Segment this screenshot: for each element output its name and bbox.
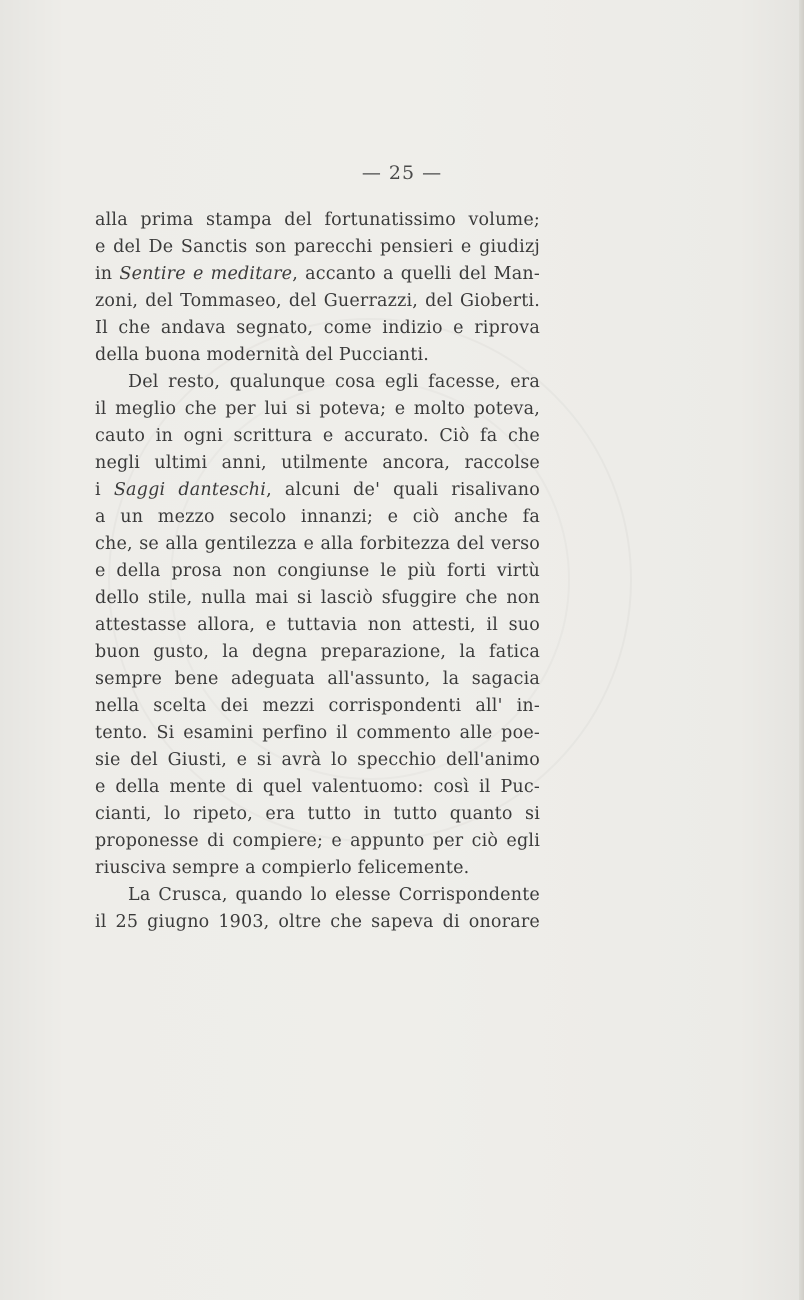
text-line: e della prosa non congiunse le più forti virtù	[95, 561, 540, 581]
text-line: buon gusto, la degna preparazione, la fatica	[95, 642, 540, 662]
text-line	[95, 477, 540, 504]
text-line: della buona modernità del Puccianti.	[95, 345, 430, 365]
text-line: sempre bene adeguata all'assunto, la sagacia	[95, 669, 540, 689]
text-line: Il che andava segnato, come indizio e riprova	[95, 318, 540, 338]
text-line: il meglio che per lui si poteva; e molto poteva,	[95, 399, 540, 419]
text-line: nella scelta dei mezzi corrispondenti all' in-	[95, 696, 540, 716]
text-line: proponesse di compiere; e appunto per ciò egli	[95, 831, 540, 851]
book-title-italic: Sentire e meditare	[119, 264, 293, 284]
text-line: tento. Si esamini perfino il commento alle poe-	[95, 723, 540, 743]
text-line: alla prima stampa del fortunatissimo volume;	[95, 210, 540, 230]
text-line: sie del Giusti, e si avrà lo specchio dell'animo	[95, 750, 540, 770]
text-line: che, se alla gentilezza e alla forbitezza del verso	[95, 534, 540, 554]
text-line: il 25 giugno 1903, oltre che sapeva di onorare	[95, 912, 540, 932]
text-line: Del resto, qualunque cosa egli facesse, era	[128, 372, 540, 392]
text-span: i	[95, 480, 114, 500]
text-line: e della mente di quel valentuomo: così il Puc-	[95, 777, 540, 797]
text-line: dello stile, nulla mai si lasciò sfuggire che non	[95, 588, 540, 608]
text-line: a un mezzo secolo innanzi; e ciò anche fa	[95, 507, 540, 527]
text-line: La Crusca, quando lo elesse Corrispondente	[128, 885, 540, 905]
text-line	[95, 261, 540, 288]
text-line: negli ultimi anni, utilmente ancora, raccolse	[95, 453, 540, 473]
body-text	[95, 207, 540, 936]
text-span: , alcuni de' quali risalivano	[266, 480, 541, 500]
page-edge	[799, 0, 804, 1300]
text-line: riusciva sempre a compierlo felicemente.	[95, 858, 470, 878]
text-line: attestasse allora, e tuttavia non attesti, il suo	[95, 615, 540, 635]
page-number: — 25 —	[361, 162, 443, 184]
text-line: cianti, lo ripeto, era tutto in tutto quanto si	[95, 804, 540, 824]
text-span: in	[95, 264, 120, 284]
text-line: zoni, del Tommaseo, del Guerrazzi, del Gioberti.	[95, 291, 540, 311]
text-line: cauto in ogni scrittura e accurato. Ciò fa che	[95, 426, 540, 446]
text-span: , accanto a quelli del Man-	[292, 264, 540, 284]
text-line: e del De Sanctis son parecchi pensieri e giudizj	[95, 237, 540, 257]
book-title-italic: Saggi danteschi	[113, 480, 267, 500]
